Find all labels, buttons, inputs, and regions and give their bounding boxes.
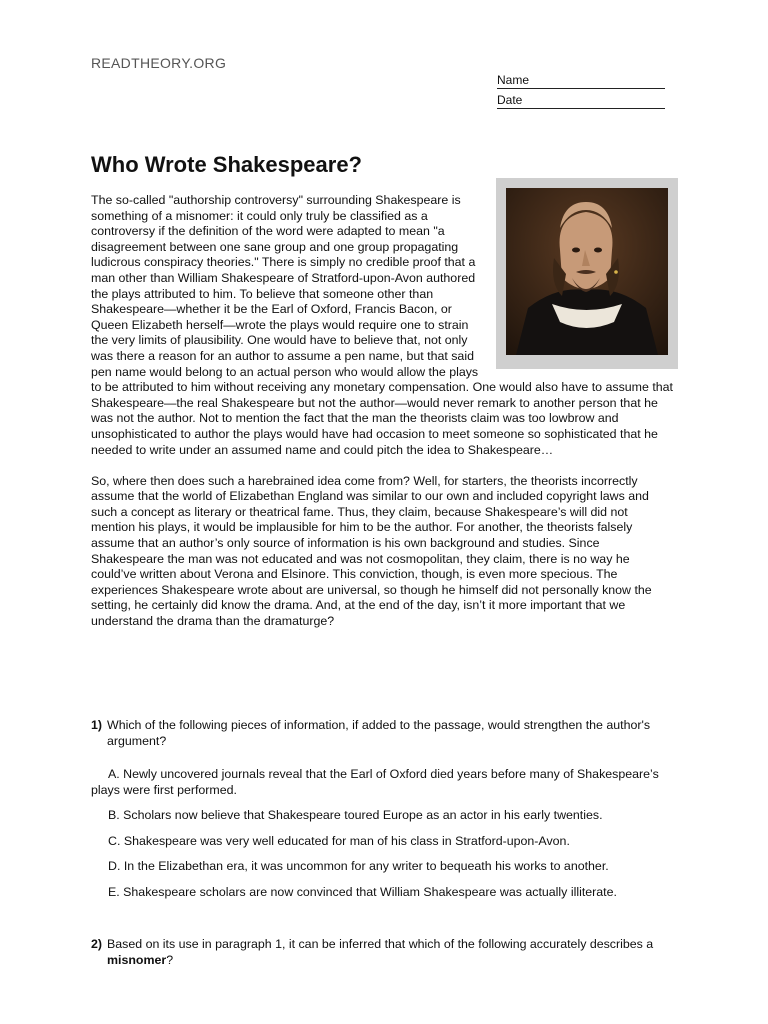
question-2 — [91, 937, 691, 968]
passage-paragraph-1: The so-called "authorship controversy" surrounding Shakespeare is something of a misnomer: it could only truly be classified as a controversy if the definition of the word were adapted to mean "a disagreement between one sane group and one group propagating ludicrous conspiracy theories." There is simply no credible proof that a man other than William Shakespeare of Stratford-upon-Avon authored the plays attributed to him. To believe that someone other than Shakespeare—whether it be the Earl of Oxford, Francis Bacon, or Queen Elizabeth herself—wrote the plays would require one to strain the very limits of plausibility. One would have to believe that, not only was there a reason for an author to assume a pen name, but that said pen name would belong to an actual person who would allow the plays to be attributed to him without receiving any monetary compensation. One would also have to assume that Shakespeare—the real Shakespeare but not the author—would never remark to another person that he was not the author. Not to mention the fact that the man the theorists claim was too lowbrow and unsophisticated to author the plays would have had occasion to meet someone so sophisticated that he needed to write under an assumed name and could pitch the idea to Shakespeare… — [91, 193, 673, 457]
name-field: Name — [497, 73, 665, 89]
question-1-options — [91, 767, 675, 911]
question-1-text: Which of the following pieces of information, if added to the passage, would strengthen the author's argument? — [107, 718, 651, 748]
passage-paragraph-2: So, where then does such a harebrained idea come from? Well, for starters, the theorists incorrectly assume that the world of Elizabethan England was similar to our own and included copyright laws and such a concept as literary or theatrical fame. Thus, they claim, because Shakespeare’s will did not mention his plays, it would be implausible for him to be the author. For another, the theorists falsely assume that an author’s only source of information is his own background and studies. Since Shakespeare the man was not educated and was not cosmopolitan, they claim, there is no way he could’ve written about Verona and Elsinore. This conviction, though, is even more specious. The experiences Shakespeare wrote about are universal, so though he himself did not personally know the setting, he certainly did know the drama. And, at the end of the day, isn’t it more important that we understand the drama than the dramaturge? — [91, 473, 652, 629]
date-field: Date — [497, 93, 665, 109]
portrait-frame — [496, 178, 678, 369]
page-title: Who Wrote Shakespeare? — [91, 152, 362, 177]
shakespeare-portrait — [506, 188, 668, 355]
question-2-keyword: misnomer — [107, 952, 167, 967]
answer-option-d[interactable]: D. In the Elizabethan era, it was uncommon for any writer to bequeath his works to another. — [108, 859, 609, 874]
answer-option-b[interactable]: B. Scholars now believe that Shakespeare toured Europe as an actor in his early twenties. — [108, 808, 603, 823]
site-brand: READTHEORY.ORG — [91, 55, 227, 71]
question-2-text: Based on its use in paragraph 1, it can be inferred that which of the following accurately describes a misnomer? — [107, 937, 654, 967]
answer-option-e[interactable]: E. Shakespeare scholars are now convinced that William Shakespeare was actually illiterate. — [108, 884, 617, 899]
answer-option-a[interactable]: A. Newly uncovered journals reveal that the Earl of Oxford died years before many of Shakespeare’s plays were first performed. — [91, 767, 659, 797]
question-1-number: 1) — [91, 718, 103, 732]
answer-option-c[interactable]: C. Shakespeare was very well educated for man of his class in Stratford-upon-Avon. — [108, 833, 570, 848]
question-2-number: 2) — [91, 937, 103, 951]
passage — [91, 193, 675, 645]
question-1 — [91, 718, 691, 749]
